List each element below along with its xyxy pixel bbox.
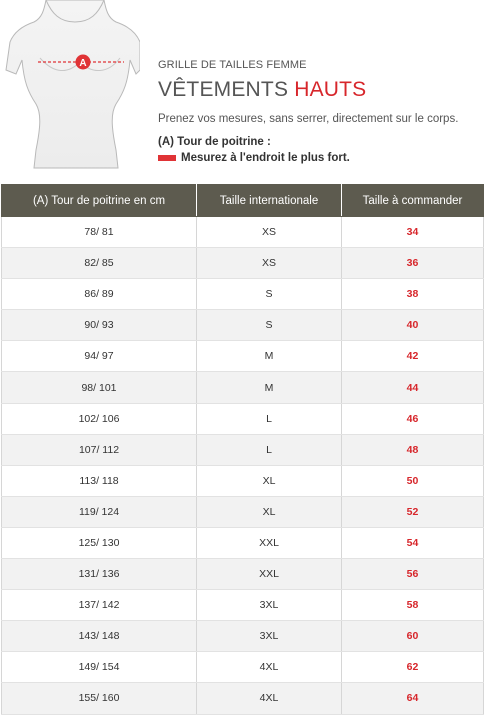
cell-international-size: XS	[197, 217, 342, 248]
cell-international-size: S	[197, 310, 342, 341]
cell-order-size: 54	[342, 527, 484, 558]
cell-order-size: 56	[342, 559, 484, 590]
measure-note-text: Mesurez à l'endroit le plus fort.	[181, 152, 350, 164]
table-row	[2, 217, 484, 248]
cell-international-size: S	[197, 279, 342, 310]
measure-note	[158, 151, 478, 165]
guide-subtitle: GRILLE DE TAILLES FEMME	[158, 59, 307, 71]
table-row	[2, 559, 484, 590]
cell-chest: 113/ 118	[2, 465, 197, 496]
cell-order-size: 64	[342, 683, 484, 714]
cell-order-size: 62	[342, 652, 484, 683]
table-row	[2, 310, 484, 341]
cell-international-size: XXL	[197, 527, 342, 558]
table-row	[2, 403, 484, 434]
cell-international-size: 3XL	[197, 590, 342, 621]
cell-international-size: 4XL	[197, 652, 342, 683]
cell-chest: 131/ 136	[2, 559, 197, 590]
cell-chest: 125/ 130	[2, 527, 197, 558]
cell-international-size: M	[197, 372, 342, 403]
cell-order-size: 50	[342, 465, 484, 496]
cell-chest: 102/ 106	[2, 403, 197, 434]
table-header-row	[2, 185, 484, 217]
table-row	[2, 527, 484, 558]
cell-international-size: L	[197, 434, 342, 465]
size-table	[1, 184, 484, 715]
table-row	[2, 372, 484, 403]
table-row	[2, 341, 484, 372]
cell-order-size: 46	[342, 403, 484, 434]
cell-chest: 78/ 81	[2, 217, 197, 248]
table-row	[2, 434, 484, 465]
cell-order-size: 42	[342, 341, 484, 372]
cell-chest: 155/ 160	[2, 683, 197, 714]
measure-marker-label: A	[79, 58, 87, 69]
page-title	[158, 78, 478, 102]
cell-order-size: 36	[342, 248, 484, 279]
cell-international-size: 4XL	[197, 683, 342, 714]
header-text-block	[158, 58, 478, 165]
table-row	[2, 652, 484, 683]
size-guide-header	[0, 0, 484, 182]
table-row	[2, 683, 484, 714]
measure-instruction: Prenez vos mesures, sans serrer, directement sur le corps.	[158, 113, 459, 125]
cell-chest: 82/ 85	[2, 248, 197, 279]
cell-chest: 149/ 154	[2, 652, 197, 683]
red-line-swatch-icon	[158, 155, 176, 161]
cell-order-size: 58	[342, 590, 484, 621]
cell-chest: 143/ 148	[2, 621, 197, 652]
cell-international-size: XL	[197, 465, 342, 496]
cell-international-size: XS	[197, 248, 342, 279]
cell-order-size: 60	[342, 621, 484, 652]
cell-chest: 86/ 89	[2, 279, 197, 310]
cell-chest: 94/ 97	[2, 341, 197, 372]
cell-order-size: 48	[342, 434, 484, 465]
cell-chest: 98/ 101	[2, 372, 197, 403]
table-row	[2, 496, 484, 527]
cell-order-size: 34	[342, 217, 484, 248]
cell-international-size: 3XL	[197, 621, 342, 652]
column-header-chest: (A) Tour de poitrine en cm	[2, 185, 197, 217]
cell-order-size: 38	[342, 279, 484, 310]
table-row	[2, 621, 484, 652]
cell-chest: 90/ 93	[2, 310, 197, 341]
title-accent: HAUTS	[294, 78, 367, 101]
cell-order-size: 52	[342, 496, 484, 527]
table-row	[2, 465, 484, 496]
cell-international-size: M	[197, 341, 342, 372]
cell-order-size: 40	[342, 310, 484, 341]
cell-chest: 137/ 142	[2, 590, 197, 621]
cell-chest: 119/ 124	[2, 496, 197, 527]
cell-international-size: XL	[197, 496, 342, 527]
column-header-order-size: Taille à commander	[342, 185, 484, 217]
cell-chest: 107/ 112	[2, 434, 197, 465]
female-torso-figure-icon	[0, 0, 140, 175]
cell-international-size: L	[197, 403, 342, 434]
cell-international-size: XXL	[197, 559, 342, 590]
table-row	[2, 279, 484, 310]
table-row	[2, 590, 484, 621]
column-header-international-size: Taille internationale	[197, 185, 342, 217]
table-row	[2, 248, 484, 279]
title-main: VÊTEMENTS	[158, 78, 289, 101]
cell-order-size: 44	[342, 372, 484, 403]
measure-label: (A) Tour de poitrine :	[158, 136, 271, 148]
